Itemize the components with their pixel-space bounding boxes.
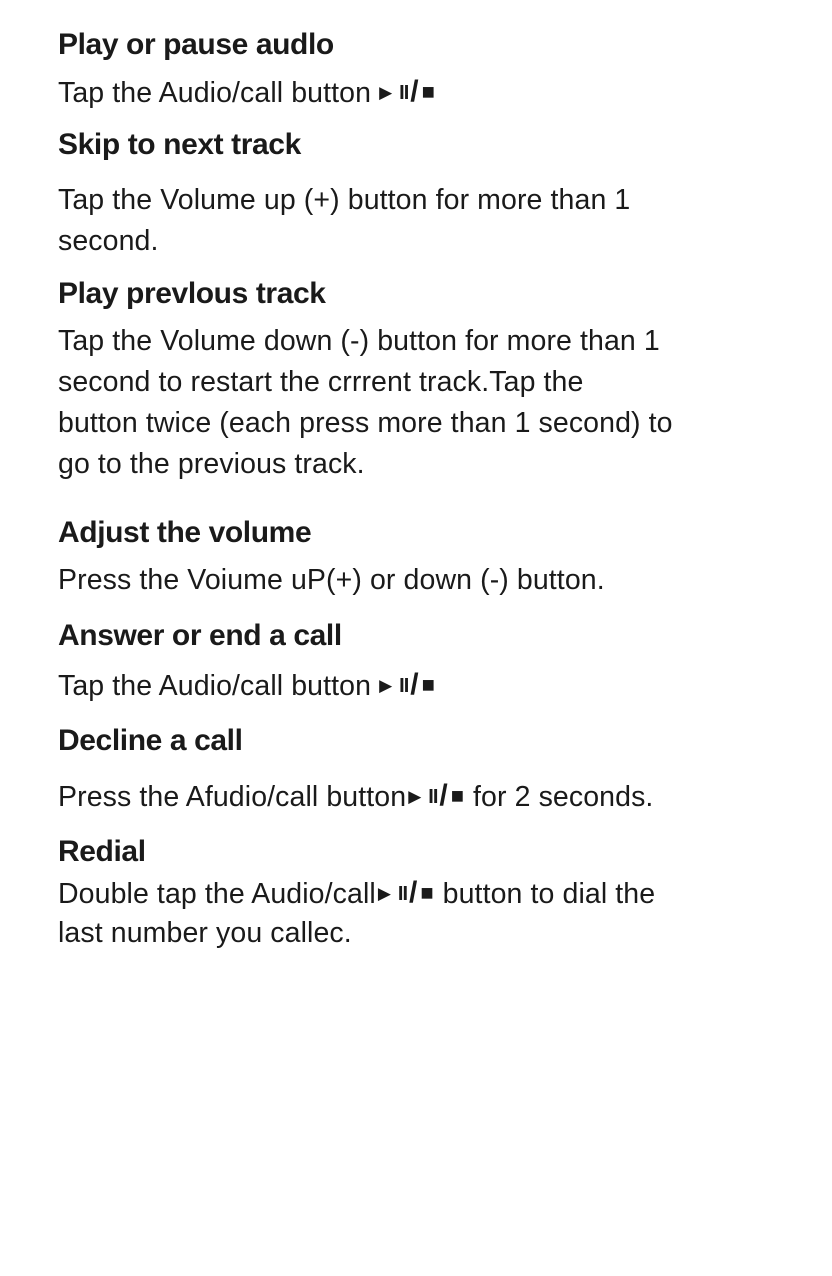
text-adjust-volume: Press the Voiume uP(+) or down (-) button.	[58, 564, 605, 596]
heading-redial: Redial	[58, 835, 146, 868]
text-answer-end-call	[58, 664, 436, 707]
heading-play-pause: Play or pause audlo	[58, 28, 334, 61]
heading-decline-call: Decline a call	[58, 724, 243, 757]
play-pause-stop-icon: ▶ II/■	[379, 668, 436, 701]
text-previous-line-4: go to the previous track.	[58, 448, 365, 480]
text-redial-line-1	[58, 872, 655, 915]
text-decline-call	[58, 775, 653, 818]
text-previous-line-2: second to restart the crrrent track.Tap the	[58, 366, 584, 398]
text-decline-call-before: Press the Afudio/call button	[58, 781, 407, 813]
text-answer-end-call-line: Tap the Audio/call button	[58, 670, 372, 702]
heading-previous-track: Play prevlous track	[58, 277, 326, 310]
text-redial-after: button to dial the	[442, 878, 656, 910]
text-decline-call-after: for 2 seconds.	[473, 781, 654, 813]
play-pause-stop-icon: ▶ II/■	[377, 876, 435, 909]
play-pause-stop-icon: ▶ II/■	[379, 75, 436, 108]
text-play-pause	[58, 71, 436, 114]
text-redial-line-2: last number you callec.	[58, 917, 352, 949]
text-redial-before: Double tap the Audio/call	[58, 878, 376, 910]
heading-answer-end-call: Answer or end a call	[58, 619, 342, 652]
play-pause-stop-icon: ▶ II/■	[408, 779, 466, 812]
text-skip-next-line-2: second.	[58, 225, 159, 257]
text-play-pause-line: Tap the Audio/call button	[58, 77, 372, 109]
heading-adjust-volume: Adjust the volume	[58, 516, 312, 549]
text-previous-line-3: button twice (each press more than 1 second) to	[58, 407, 673, 439]
text-previous-line-1: Tap the Volume down (-) button for more than 1	[58, 325, 660, 357]
heading-skip-next: Skip to next track	[58, 128, 301, 161]
text-skip-next-line-1: Tap the Volume up (+) button for more than 1	[58, 184, 631, 216]
